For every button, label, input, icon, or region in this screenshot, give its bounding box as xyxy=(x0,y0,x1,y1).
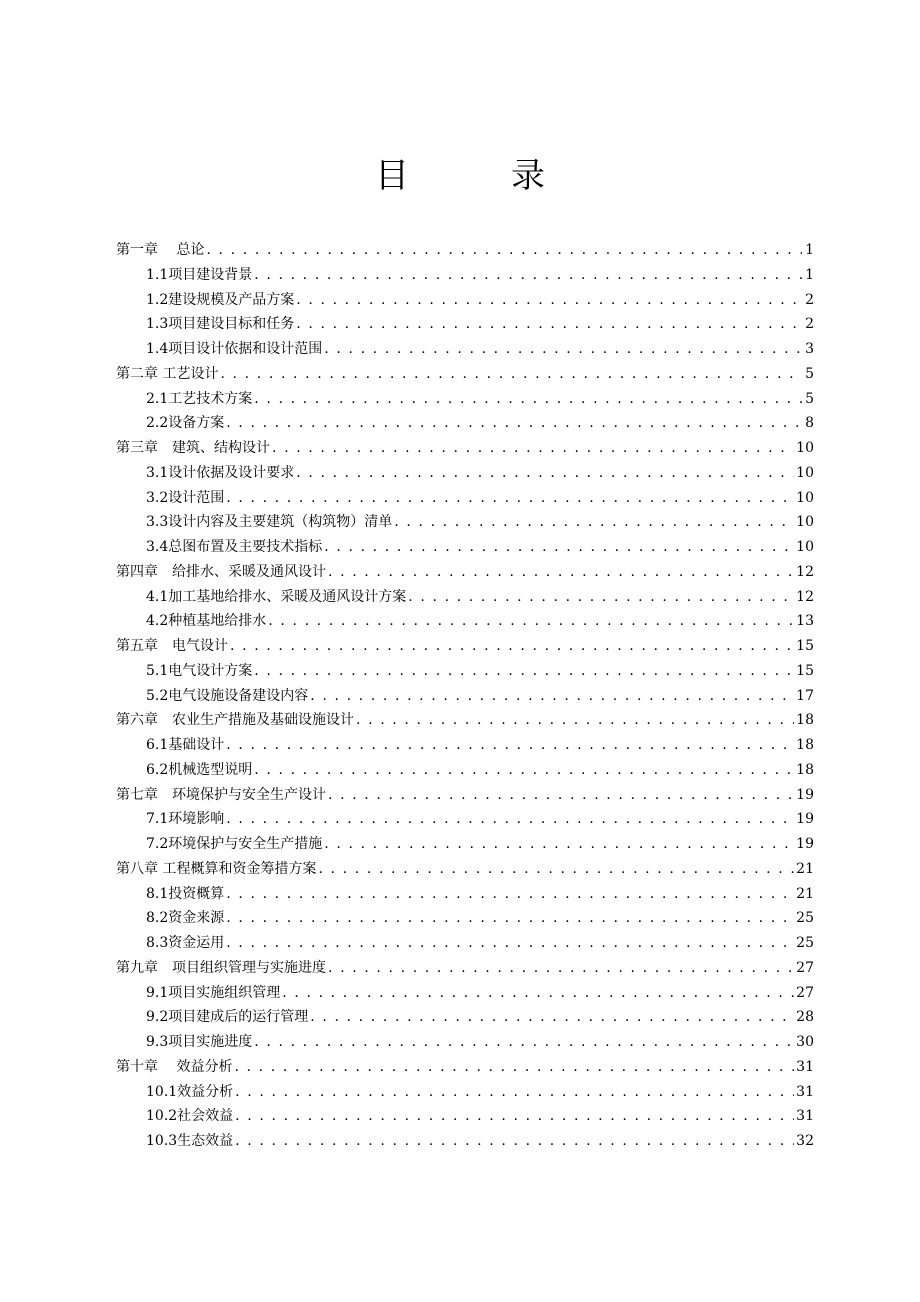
toc-entry-page-number: 3 xyxy=(805,341,814,357)
toc-entry-label: 7.2环境保护与安全生产措施 xyxy=(146,836,323,852)
dot-leader xyxy=(235,1080,794,1105)
toc-entry-page-number: 10 xyxy=(796,539,814,555)
dot-leader xyxy=(220,362,802,387)
toc-entry-page-number: 28 xyxy=(796,1009,814,1026)
dot-leader xyxy=(272,436,794,461)
toc-section-entry[interactable] xyxy=(116,684,814,709)
toc-section-entry[interactable] xyxy=(116,510,814,535)
toc-entry-page-number: 21 xyxy=(796,885,814,902)
toc-chapter-entry[interactable] xyxy=(116,634,814,659)
dot-leader xyxy=(254,387,802,412)
dot-leader xyxy=(356,708,794,733)
dot-leader xyxy=(324,832,794,857)
toc-section-entry[interactable] xyxy=(116,387,814,412)
toc-entry-label: 第四章 给排水、采暖及通风设计 xyxy=(116,563,326,580)
toc-entry-label: 5.1电气设计方案 xyxy=(146,662,253,679)
toc-entry-label: 2.1工艺技术方案 xyxy=(146,390,253,407)
toc-section-entry[interactable] xyxy=(116,486,814,511)
toc-entry-page-number: 32 xyxy=(796,1133,814,1149)
toc-entry-label: 10.1效益分析 xyxy=(146,1083,234,1100)
toc-entry-page-number: 10 xyxy=(796,514,814,531)
toc-section-entry[interactable] xyxy=(116,263,814,288)
toc-entry-label: 1.4项目设计依据和设计范围 xyxy=(146,341,323,357)
dot-leader xyxy=(328,560,794,585)
toc-entry-page-number: 10 xyxy=(796,440,814,456)
dot-leader xyxy=(318,857,794,882)
toc-chapter-entry[interactable] xyxy=(116,436,814,461)
dot-leader xyxy=(328,956,794,981)
toc-section-entry[interactable] xyxy=(116,1080,814,1105)
dot-leader xyxy=(226,931,794,956)
toc-entry-label: 8.1投资概算 xyxy=(146,885,225,902)
toc-entry-page-number: 19 xyxy=(796,836,814,852)
toc-entry-label: 第十章 效益分析 xyxy=(116,1058,233,1075)
dot-leader xyxy=(226,733,794,758)
dot-leader xyxy=(328,783,794,808)
toc-entry-page-number: 17 xyxy=(796,687,814,704)
toc-entry-page-number: 19 xyxy=(796,786,814,803)
dot-leader xyxy=(296,461,794,486)
dot-leader xyxy=(226,882,794,907)
toc-section-entry[interactable] xyxy=(116,1030,814,1055)
toc-section-entry[interactable] xyxy=(116,461,814,486)
toc-chapter-entry[interactable] xyxy=(116,362,814,387)
dot-leader xyxy=(235,1104,794,1129)
toc-entry-label: 3.2设计范围 xyxy=(146,489,225,506)
toc-entry-page-number: 25 xyxy=(796,910,814,927)
toc-section-entry[interactable] xyxy=(116,758,814,783)
toc-entry-page-number: 15 xyxy=(796,638,814,654)
toc-entry-page-number: 18 xyxy=(796,761,814,778)
toc-entry-label: 1.2建设规模及产品方案 xyxy=(146,291,295,308)
dot-leader xyxy=(268,609,794,634)
toc-section-entry[interactable] xyxy=(116,535,814,560)
dot-leader xyxy=(234,1055,794,1080)
toc-entry-page-number: 12 xyxy=(796,563,814,580)
toc-chapter-entry[interactable] xyxy=(116,783,814,808)
toc-entry-label: 2.2设备方案 xyxy=(146,415,225,432)
dot-leader xyxy=(282,981,794,1006)
toc-entry-page-number: 13 xyxy=(796,613,814,630)
toc-chapter-entry[interactable] xyxy=(116,1055,814,1080)
toc-entry-label: 第一章 总论 xyxy=(116,242,205,258)
toc-entry-label: 6.2机械选型说明 xyxy=(146,761,253,778)
toc-section-entry[interactable] xyxy=(116,1129,814,1154)
toc-section-entry[interactable] xyxy=(116,585,814,610)
dot-leader xyxy=(254,1030,794,1055)
toc-entry-page-number: 10 xyxy=(796,464,814,481)
dot-leader xyxy=(254,263,802,288)
toc-entry-label: 8.2资金来源 xyxy=(146,910,225,927)
toc-section-entry[interactable] xyxy=(116,931,814,956)
dot-leader xyxy=(310,684,794,709)
toc-section-entry[interactable] xyxy=(116,1005,814,1030)
dot-leader xyxy=(296,312,802,337)
toc-entry-page-number: 31 xyxy=(796,1083,814,1100)
toc-entry-page-number: 25 xyxy=(796,935,814,951)
toc-section-entry[interactable] xyxy=(116,288,814,313)
dot-leader xyxy=(206,238,802,263)
toc-entry-page-number: 31 xyxy=(796,1058,814,1075)
toc-entry-page-number: 15 xyxy=(796,662,814,679)
toc-entry-page-number: 2 xyxy=(805,316,814,333)
toc-entry-label: 9.2项目建成后的运行管理 xyxy=(146,1009,309,1026)
toc-entry-page-number: 5 xyxy=(805,365,814,382)
toc-entry-page-number: 1 xyxy=(805,266,814,283)
toc-entry-label: 10.3生态效益 xyxy=(146,1133,234,1149)
dot-leader xyxy=(394,510,794,535)
toc-section-entry[interactable] xyxy=(116,882,814,907)
toc-chapter-entry[interactable] xyxy=(116,956,814,981)
toc-entry-label: 第六章 农业生产措施及基础设施设计 xyxy=(116,712,354,729)
toc-entry-label: 4.2种植基地给排水 xyxy=(146,613,267,630)
toc-entry-label: 9.3项目实施进度 xyxy=(146,1034,253,1050)
toc-entry-label: 6.1基础设计 xyxy=(146,737,225,753)
toc-entry-page-number: 21 xyxy=(796,860,814,877)
dot-leader xyxy=(408,585,794,610)
toc-entry-page-number: 18 xyxy=(796,737,814,753)
toc-section-entry[interactable] xyxy=(116,312,814,337)
table-of-contents xyxy=(116,238,814,1154)
toc-entry-label: 第七章 环境保护与安全生产设计 xyxy=(116,786,326,803)
toc-chapter-entry[interactable] xyxy=(116,560,814,585)
toc-section-entry[interactable] xyxy=(116,659,814,684)
toc-section-entry[interactable] xyxy=(116,337,814,362)
toc-section-entry[interactable] xyxy=(116,906,814,931)
toc-chapter-entry[interactable] xyxy=(116,238,814,263)
dot-leader xyxy=(324,337,802,362)
dot-leader xyxy=(235,1129,794,1154)
toc-entry-label: 3.3设计内容及主要建筑（构筑物）清单 xyxy=(146,514,393,531)
toc-entry-page-number: 18 xyxy=(796,712,814,729)
toc-entry-label: 第二章 工艺设计 xyxy=(116,365,219,382)
toc-entry-label: 第九章 项目组织管理与实施进度 xyxy=(116,959,326,976)
dot-leader xyxy=(254,659,794,684)
toc-chapter-entry[interactable] xyxy=(116,708,814,733)
toc-entry-label: 1.3项目建设目标和任务 xyxy=(146,316,295,333)
toc-section-entry[interactable] xyxy=(116,411,814,436)
dot-leader xyxy=(226,411,802,436)
toc-entry-label: 第五章 电气设计 xyxy=(116,638,228,654)
dot-leader xyxy=(310,1005,794,1030)
toc-entry-page-number: 5 xyxy=(805,390,814,407)
toc-entry-label: 第八章 工程概算和资金筹措方案 xyxy=(116,860,317,877)
toc-entry-page-number: 2 xyxy=(805,291,814,308)
toc-entry-label: 8.3资金运用 xyxy=(146,935,225,951)
toc-entry-label: 第三章 建筑、结构设计 xyxy=(116,440,270,456)
toc-section-entry[interactable] xyxy=(116,807,814,832)
toc-entry-label: 1.1项目建设背景 xyxy=(146,266,253,283)
toc-section-entry[interactable] xyxy=(116,832,814,857)
toc-entry-page-number: 30 xyxy=(796,1034,814,1050)
toc-entry-label: 7.1环境影响 xyxy=(146,811,225,828)
toc-entry-page-number: 8 xyxy=(805,415,814,432)
toc-entry-page-number: 12 xyxy=(796,588,814,605)
toc-entry-page-number: 27 xyxy=(796,984,814,1001)
dot-leader xyxy=(230,634,794,659)
page-title: 目 录 xyxy=(375,156,579,196)
dot-leader xyxy=(324,535,794,560)
toc-section-entry[interactable] xyxy=(116,981,814,1006)
dot-leader xyxy=(254,758,794,783)
toc-entry-label: 4.1加工基地给排水、采暖及通风设计方案 xyxy=(146,588,407,605)
toc-entry-page-number: 1 xyxy=(805,242,814,258)
toc-entry-page-number: 19 xyxy=(796,811,814,828)
toc-entry-label: 3.4总图布置及主要技术指标 xyxy=(146,539,323,555)
toc-entry-page-number: 31 xyxy=(796,1108,814,1125)
toc-section-entry[interactable] xyxy=(116,1104,814,1129)
toc-entry-label: 9.1项目实施组织管理 xyxy=(146,984,281,1001)
toc-entry-page-number: 10 xyxy=(796,489,814,506)
toc-chapter-entry[interactable] xyxy=(116,857,814,882)
toc-entry-label: 5.2电气设施设备建设内容 xyxy=(146,687,309,704)
dot-leader xyxy=(226,807,794,832)
toc-section-entry[interactable] xyxy=(116,733,814,758)
toc-entry-label: 10.2社会效益 xyxy=(146,1108,234,1125)
toc-section-entry[interactable] xyxy=(116,609,814,634)
toc-entry-page-number: 27 xyxy=(796,959,814,976)
dot-leader xyxy=(226,486,794,511)
dot-leader xyxy=(296,288,802,313)
dot-leader xyxy=(226,906,794,931)
toc-entry-label: 3.1设计依据及设计要求 xyxy=(146,464,295,481)
